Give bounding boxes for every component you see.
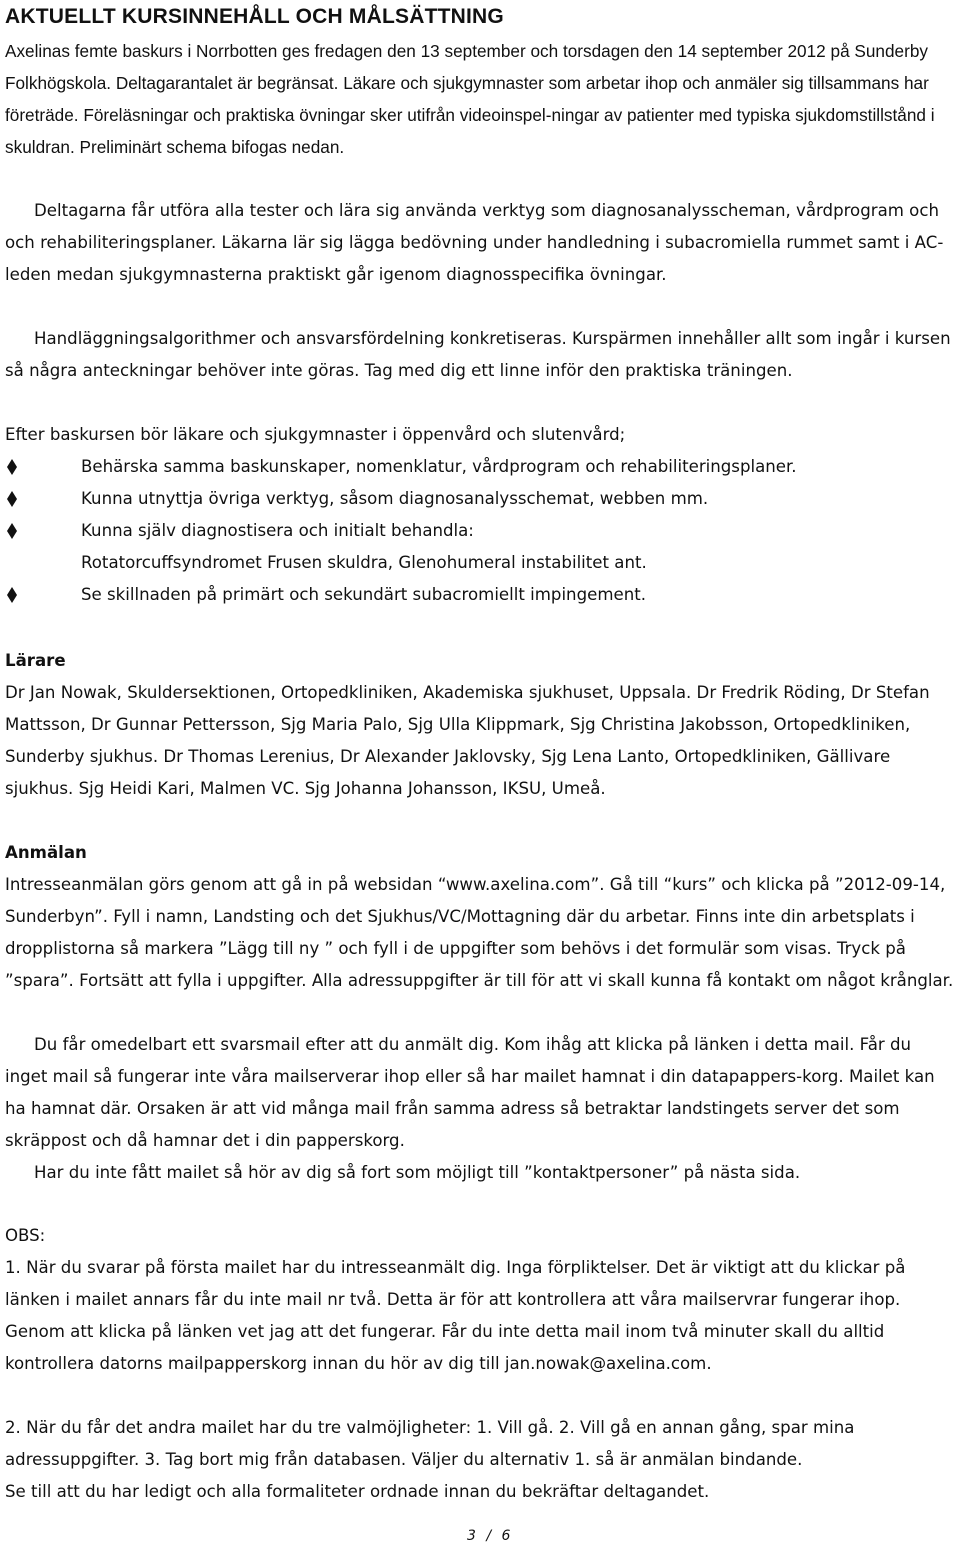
obs-paragraph-2: 2. När du får det andra mailet har du tre valmöjligheter: 1. Vill gå. 2. Vill gå en annan gång, spar mina adressuppgifter. 3. Tag bort mig från databasen. Väljer du alternativ 1. så är anmälan bindande. [5,1418,855,1469]
goal-text: Kunna själv diagnostisera och initialt behandla: [81,521,474,540]
list-item [5,483,957,515]
diamond-bullet-icon [7,491,17,507]
goal-subtext: Rotatorcuffsyndromet Frusen skuldra, Glenohumeral instabilitet ant. [81,553,647,572]
registration-paragraph-3: Har du inte fått mailet så hör av dig så fort som möjligt till ”kontaktpersoner” på nästa sida. [34,1163,801,1182]
registration-title: Anmälan [5,843,87,862]
obs-paragraph-1: 1. När du svarar på första mailet har du intresseanmält dig. Inga förpliktelser. Det är viktigt att du klickar på länken i mailet annars får du inte mail nr två. Detta är för att kontrollera att våra mailservrar fungerar ihop. Genom att klicka på länken vet jag att det fungerar. Får du inte detta mail inom två minuter skall du alltid kontrollera datorns mailpapperskorg innan du hör av dig till jan.nowak@axelina.com. [5,1258,906,1373]
intro-paragraph-2: Deltagarna får utföra alla tester och lära sig använda verktyg som diagnosanalysscheman, vårdprogram och och rehabiliteringsplaner. Läkarna lär sig lägga bedövning under handledning i subacromiella rummet samt i AC-leden medan sjukgymnasterna praktiskt går igenom diagnosspecifika övningar. [5,201,944,284]
teachers-paragraph: Dr Jan Nowak, Skuldersektionen, Ortopedkliniken, Akademiska sjukhuset, Uppsala. Dr Fredrik Röding, Dr Stefan Mattsson, Dr Gunnar Pettersson, Sjg Maria Palo, Sjg Ulla Klippmark, Sjg Christina Jakobsson, Ortopedkliniken, Sunderby sjukhus. Dr Thomas Lerenius, Dr Alexander Jaklovsky, Sjg Lena Lanto, Ortopedkliniken, Gällivare sjukhus. Sjg Heidi Kari, Malmen VC. Sjg Johanna Johansson, IKSU, Umeå. [5,683,930,798]
intro-paragraph-3: Handläggningsalgorithmer och ansvarsfördelning konkretiseras. Kurspärmen innehåller allt som ingår i kursen så några anteckningar behöver inte göras. Tag med dig ett linne inför den praktiska träningen. [5,329,951,380]
list-item [5,579,957,611]
obs-title: OBS: [5,1226,46,1245]
teachers-title: Lärare [5,651,66,670]
goal-text: Kunna utnyttja övriga verktyg, såsom diagnosanalysschemat, webben mm. [81,489,709,508]
diamond-bullet-icon [7,459,17,475]
goals-list [5,451,957,611]
page-number: 3 / 6 [467,1528,514,1544]
obs-paragraph-3: Se till att du har ledigt och alla formaliteter ordnade innan du bekräftar deltagandet. [5,1482,710,1501]
registration-paragraph-1: Intresseanmälan görs genom att gå in på websidan “www.axelina.com”. Gå till “kurs” och klicka på ”2012-09-14, Sunderbyn”. Fyll i namn, Landsting och det Sjukhus/VC/Mottagning där du arbetar. Finns inte din arbetsplats i dropplistorna så markera ”Lägg till ny ” och fyll i de uppgifter som behövs i det formulär som visas. Tryck på ”spara”. Fortsätt att fylla i uppgifter. Alla adressuppgifter är till för att vi skall kunna få kontakt om något krånglar. [5,875,954,990]
intro-paragraph-1: Axelinas femte baskurs i Norrbotten ges fredagen den 13 september och torsdagen den 14 september 2012 på Sunderby Folkhögskola. Deltagarantalet är begränsat. Läkare och sjukgymnaster som arbetar ihop och anmäler sig tillsammans har företräde. Föreläsningar och praktiska övningar sker utifrån videoinspel-ningar av patienter med typiska sjukdomstillstånd i skuldran. Preliminärt schema bifogas nedan. [5,41,935,157]
diamond-bullet-icon [7,587,17,603]
diamond-bullet-icon [7,523,17,539]
page-title: AKTUELLT KURSINNEHÅLL OCH MÅLSÄTTNING [5,5,504,28]
registration-paragraph-2: Du får omedelbart ett svarsmail efter att du anmält dig. Kom ihåg att klicka på länken i detta mail. Får du inget mail så fungerar inte våra mailserverar ihop eller så har mailet hamnat i din datapappers-korg. Mailet kan ha hamnat där. Orsaken är att vid många mail från samma adress så betraktar landstingets server det som skräppost och då hamnar det i din papperskorg. [5,1035,935,1150]
list-item [5,451,957,483]
goal-text: Behärska samma baskunskaper, nomenklatur, vårdprogram och rehabiliteringsplaner. [81,457,797,476]
goal-text: Se skillnaden på primärt och sekundärt subacromiellt impingement. [81,585,646,604]
list-item [5,515,957,579]
goals-intro: Efter baskursen bör läkare och sjukgymnaster i öppenvård och slutenvård; [5,425,626,444]
